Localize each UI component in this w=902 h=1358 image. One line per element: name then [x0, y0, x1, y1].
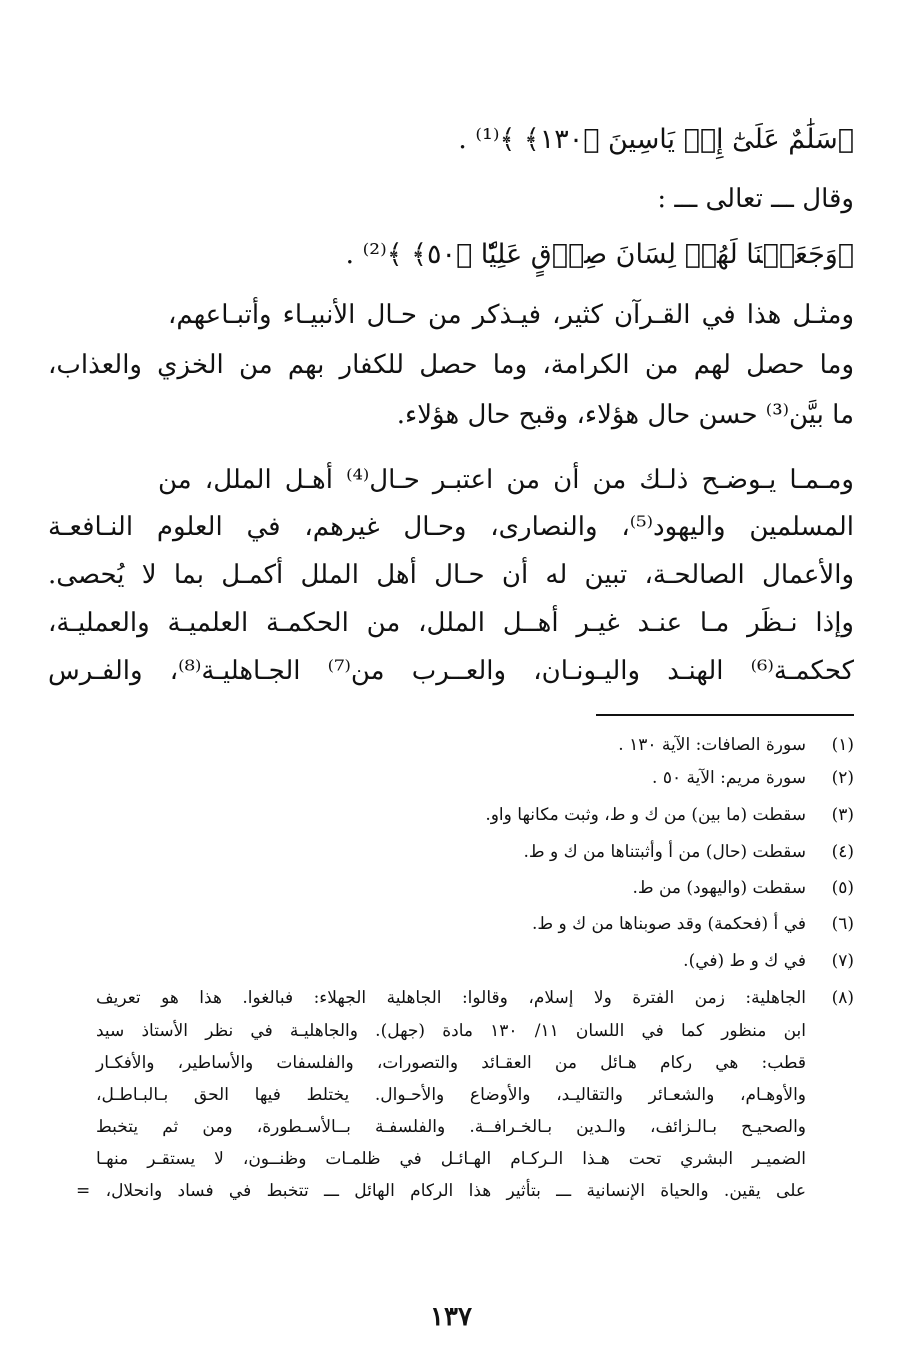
footnote-continuation-line: والأوهـام، والشعـائر والتقاليـد، والأوضاع والأحـوال. يختلط فيها الحق بـالبـاطـل،: [96, 1085, 806, 1105]
footnote-number: (١): [831, 735, 854, 755]
footnote-continuation-line: قطب: هي ركام هـائل من العقـائد والتصورات، والفلسفات والأساطير، والأفكـار: [96, 1053, 806, 1073]
paragraph-2-line-4: وإذا نـظَر مـا عنـد غيـر أهــل الملل، من الحكمـة العلميـة والعمليـة،: [48, 608, 854, 638]
footnote-text: سقطت (ما بين) من ك و ط، وثبت مكانها واو.: [485, 805, 806, 825]
footnote-continuation-line: والصحيـح بـالـزائف، والـدين بـالخـرافــة. والفلسفـة بــالأسـطورة، ومن ثم يتخبط: [96, 1117, 806, 1137]
footnote-number: (٦): [831, 914, 854, 934]
paragraph-1-line-2: وما حصل لهم من الكرامة، وما حصل للكفار بهم من الخزي والعذاب،: [48, 350, 854, 380]
paragraph-2-line-2: المسلمين واليهود⁽⁵⁾، والنصارى، وحـال غيرهم، في العلوم النـافعـة: [48, 512, 854, 542]
footnote-number: (٧): [831, 951, 854, 971]
paragraph-2-line-3: والأعمال الصالحـة، تبين له أن حـال أهل الملل أكمـل بما لا يُحصى.: [48, 560, 854, 590]
paragraph-2-line-1: ومـمـا يـوضـح ذلـك من أن من اعتبـر حـال⁽⁴⁾ أهـل الملل، من: [158, 465, 854, 495]
footnote-number: (٤): [831, 842, 854, 862]
footnote-continuation-line: على يقين. والحياة الإنسانية ـــ بتأثير هذا الركام الهائل ـــ تتخبط في فساد وانحلال، =: [76, 1181, 806, 1201]
footnote-text: في ك و ط (في).: [683, 951, 806, 971]
footnote-text: سقطت (واليهود) من ط.: [632, 878, 806, 898]
footnote-continuation-line: الضميـر البشري تحت هـذا الـركـام الهـائـل في ظلمـات وظنــون، لا يستقـر منهـا: [96, 1149, 806, 1169]
footnote-text: الجاهلية: زمن الفترة ولا إسلام، وقالوا: الجاهلية الجهلاء: فبالغوا. هذا هو تعريف: [96, 988, 806, 1008]
footnote-continuation-line: ابن منظور كما في اللسان ١١/ ١٣٠ مادة (جهل). والجاهليـة في نظر الأستاذ سيد: [96, 1021, 806, 1041]
footnote-number: (٣): [831, 805, 854, 825]
footnote-text: سورة الصافات: الآية ١٣٠ .: [618, 735, 806, 755]
footnote-text: سورة مريم: الآية ٥٠ .: [652, 768, 806, 788]
quran-verse-2: ﴿وَجَعَلۡنَا لَهُمۡ لِسَانَ صِدۡقٍ عَلِيّٗا ﴿٥٠﴾ ﴾⁽²⁾ .: [345, 239, 854, 270]
footnote-divider: [596, 714, 854, 716]
paragraph-1-line-3: ما بيَّن⁽³⁾ حسن حال هؤلاء، وقبح حال هؤلاء.: [396, 400, 854, 430]
footnote-number: (٥): [831, 878, 854, 898]
paragraph-1-line-1: ومثـل هذا في القـرآن كثير، فيـذكر من حـال الأنبيـاء وأتبـاعهم،: [168, 300, 854, 330]
footnote-number: (٨): [831, 988, 854, 1008]
footnote-text: سقطت (حال) من أ وأثبتناها من ك و ط.: [523, 842, 806, 862]
text-line: وقال ـــ تعالى ـــ :: [657, 184, 854, 214]
page-number: ١٣٧: [430, 1302, 472, 1332]
footnote-number: (٢): [831, 768, 854, 788]
footnote-text: في أ (فحكمة) وقد صوبناها من ك و ط.: [531, 914, 806, 934]
quran-verse-1: ﴿سَلَٰمٌ عَلَىٰٓ إِلۡ يَاسِينَ ﴿١٣٠﴾ ﴾⁽¹⁾ .: [458, 124, 854, 155]
paragraph-2-line-5: كحكمـة⁽⁶⁾ الهنـد واليـونـان، والعــرب من⁽⁷⁾ الجـاهليـة⁽⁸⁾، والفـرس: [48, 656, 854, 686]
